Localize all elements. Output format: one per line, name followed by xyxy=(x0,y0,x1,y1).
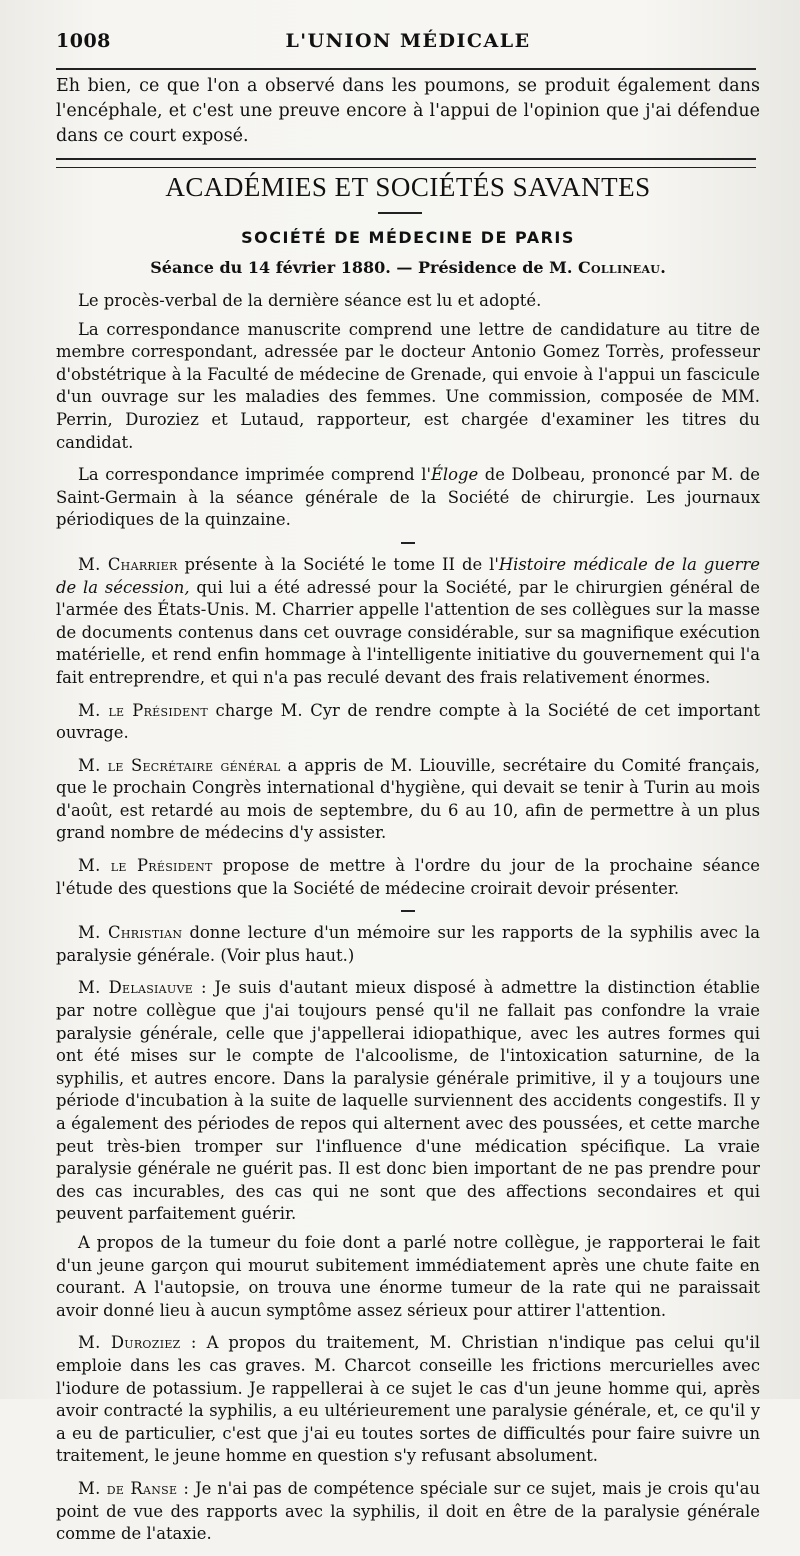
session-end: . xyxy=(660,258,666,277)
running-head xyxy=(56,30,760,60)
paragraph-secretary-general xyxy=(56,755,760,845)
journal-title: L'UNION MÉDICALE xyxy=(285,30,531,52)
speaker-name: M. Charrier xyxy=(78,554,178,574)
text-segment: de Dolbeau, prononcé par M. de Saint-Germain à la séance générale de la Société de chirurgie. Les journaux périodiques de la quinzaine. xyxy=(56,465,760,530)
italic-title: Éloge xyxy=(430,465,479,485)
paragraph-printed-correspondence xyxy=(56,464,760,532)
separator-dash xyxy=(401,542,415,544)
paragraph-charrier xyxy=(56,554,760,690)
title-short-rule xyxy=(378,212,422,214)
speaker-name: M. le Secrétaire général xyxy=(78,755,281,775)
speaker-name: M. de Ranse : xyxy=(78,1478,190,1498)
text-segment: présente à la Société le tome II de l' xyxy=(177,554,499,574)
text-segment: La correspondance imprimée comprend l' xyxy=(78,465,431,485)
text-segment: donne lecture d'un mémoire sur les rapports de la syphilis avec la paralysie générale. (Voir plus haut.) xyxy=(56,923,760,965)
paragraph-manuscript-correspondence: La correspondance manuscrite comprend une lettre de candidature au titre de membre correspondant, adressée par le docteur Antonio Gomez Torrès, professeur d'obstétrique à la Faculté de médecine de Grenade, qui envoie à l'appui un fascicule d'un ouvrage sur les maladies des femmes. Une commission, composée de MM. Perrin, Duroziez et Lutaud, rapporteur, est chargée d'examiner les titres du candidat. xyxy=(56,319,760,452)
section-double-rule xyxy=(56,158,756,168)
text-segment: Je n'ai pas de compétence spéciale sur ce sujet, mais je crois qu'au point de vue des rapports avec la syphilis, il doit en être de la paralysie générale comme de l'ataxie. xyxy=(56,1478,761,1544)
paragraph-christian xyxy=(56,922,760,967)
paragraph-president-cyr xyxy=(56,700,760,745)
separator-dash xyxy=(401,910,415,912)
paragraph-president-agenda xyxy=(56,855,760,900)
page-number: 1008 xyxy=(56,30,111,52)
paragraph-de-ranse xyxy=(56,1478,760,1546)
text-segment: propose de mettre à l'ordre du jour de la prochaine séance l'étude des questions que la Société de médecine croirait devoir présenter. xyxy=(56,856,760,898)
paragraph-duroziez xyxy=(56,1332,760,1468)
paragraph-minutes-adopted: Le procès-verbal de la dernière séance est lu et adopté. xyxy=(78,291,542,310)
header-rule xyxy=(56,68,756,70)
intro-paragraph: Eh bien, ce que l'on a observé dans les poumons, se produit également dans l'encéphale, et c'est une preuve encore à l'appui de l'opinion que j'ai défendue dans ce court exposé. xyxy=(56,76,760,146)
speaker-name: M. Duroziez : xyxy=(78,1333,197,1353)
text-segment: A propos du traitement, M. Christian n'indique pas celui qu'il emploie dans les cas graves. M. Charcot conseille les frictions mercurielles avec l'iodure de potassium. Je rappellerai à ce sujet le cas d'un jeune homme qui, après avoir contracté la syphilis, a eu ultérieurement une paralysie générale, et, ce qu'il y a eu de particulier, c'est que j'ai eu toutes sortes de difficultés pour faire suivre un traitement, le jeune homme en question s'y refusant absolument. xyxy=(56,1333,760,1466)
speaker-name: M. le Président xyxy=(78,856,213,876)
session-line xyxy=(56,258,760,277)
text-segment: Je suis d'autant mieux disposé à admettre la distinction établie par notre collègue que j'ai toujours pensé qu'il ne fallait pas confondre la vraie paralysie générale, celle que j'appellerai idiopathique, avec les autres formes qui ont été mises sur le compte de l'alcoolisme, de l'intoxication saturnine, de la syphilis, et autres encore. Dans la paralysie générale primitive, il y a toujours une période d'incubation à la suite de laquelle surviennent des accidents congestifs. Il y a également des périodes de repos qui alternent avec des poussées, et cette marche peut très-bien tromper sur l'influence d'une médication spécifique. La vraie paralysie générale ne guérit pas. Il est donc bien important de ne pas prendre pour des cas incurables, des cas qui ne sont que des affections secondaires et qui peuvent parfaitement guérir. xyxy=(56,978,760,1224)
session-president: Collineau xyxy=(577,258,661,277)
society-title: SOCIÉTÉ DE MÉDECINE DE PARIS xyxy=(241,228,575,247)
paragraph-spleen-tumor: A propos de la tumeur du foie dont a parlé notre collègue, je rapporterai le fait d'un jeune garçon qui mourut subitement immédiatement après une chute faite en courant. A l'autopsie, on trouva une énorme tumeur de la rate qui ne paraissait avoir donné lieu à aucun symptôme assez sérieux pour attirer l'attention. xyxy=(56,1232,760,1320)
text-segment: charge M. Cyr de rendre compte à la Société de cet important ouvrage. xyxy=(56,700,760,743)
session-text: Séance du 14 février 1880. — Présidence de M. xyxy=(150,258,578,277)
minutes-body xyxy=(56,290,760,1556)
section-title: ACADÉMIES ET SOCIÉTÉS SAVANTES xyxy=(165,172,651,202)
text-segment: a appris de M. Liouville, secrétaire du Comité français, que le prochain Congrès international d'hygiène, qui devait se tenir à Turin au mois d'août, est retardé au mois de septembre, du 6 au 10, afin de permettre à un plus grand nombre de médecins d'y assister. xyxy=(56,755,760,843)
text-segment: qui lui a été adressé pour la Société, par le chirurgien général de l'armée des États-Unis. M. Charrier appelle l'attention de ses collègues sur la masse de documents contenus dans cet ouvrage considérable, sur sa magnifique exécution matérielle, et rend enfin hommage à l'intelligente initiative du gouvernement qui l'a fait entreprendre, et qui n'a pas reculé devant des frais relativement énormes. xyxy=(56,577,760,687)
paragraph-delasiauve xyxy=(56,977,760,1226)
italic-title: Histoire médicale de la guerre de la sécession, xyxy=(56,554,760,597)
speaker-name: M. Delasiauve : xyxy=(78,978,207,998)
speaker-name: M. le Président xyxy=(78,700,208,720)
speaker-name: M. Christian xyxy=(78,923,183,943)
